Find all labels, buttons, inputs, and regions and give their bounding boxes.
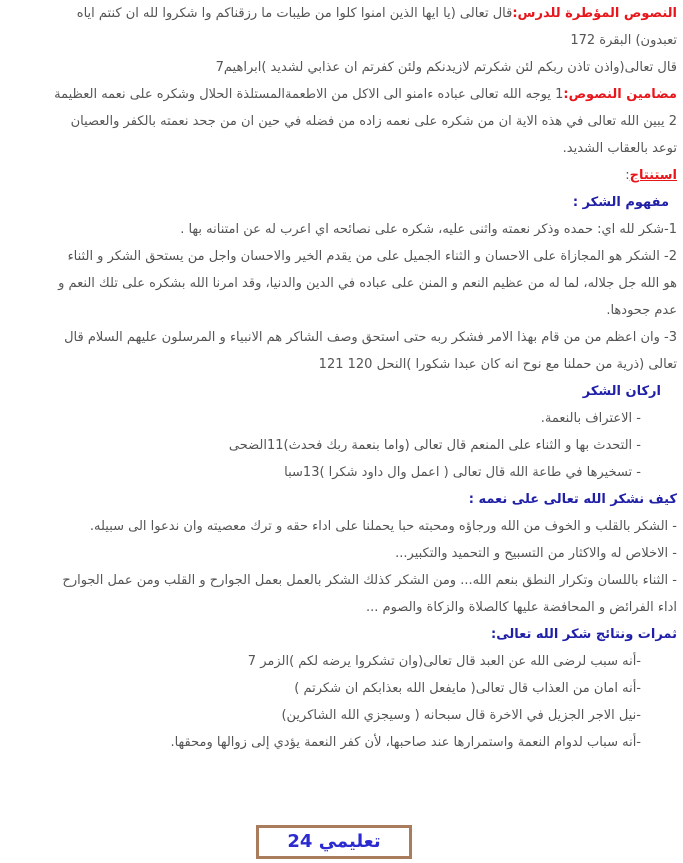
framing-texts-label: النصوص المؤطرة للدرس: — [512, 6, 677, 21]
paragraph-3a: 3- وان اعظم من من قام بهذا الامر فشكر ربه حتى استحق وصف الشاكر هم الانبياء و المرسلون عليهم السلام قال — [64, 330, 677, 345]
pillar-3: - تسخيرها في طاعة الله قال تعالى ( اعمل وال داود شكرا )13سبا — [284, 465, 641, 480]
conclusion-label: استنتاج — [629, 168, 677, 183]
paragraph-3b: تعالى (ذرية من حملنا مع نوح انه كان عبدا شكورا )النحل 120 121 — [318, 357, 677, 372]
paragraph-2a: 2- الشكر هو المجازاة على الاحسان و الثناء الجميل على من يقدم الخير والاحسان واجل من يستحق الشكر و الثناء — [67, 249, 677, 264]
verse-1-part-2: تعبدون) البقرة 172 — [570, 33, 677, 48]
pillar-1: - الاعتراف بالنعمة. — [540, 411, 641, 426]
paragraph-2b: هو الله جل جلاله، لما له من عظيم النعم و المنن على عباده في الدين والدنيا، وقد امرنا الله بشكره على تلك النعم و — [58, 276, 677, 291]
how-3b: اداء الفرائض و المحافضة عليها كالصلاة والزكاة والصوم ... — [366, 600, 677, 615]
how-to-thank-heading: كيف نشكر الله تعالى على نعمه : — [468, 492, 677, 507]
conclusion-colon: : — [625, 168, 630, 183]
conclusion-heading — [10, 162, 677, 189]
verse-1-part-1: قال تعالى (يا ايها الذين امنوا كلوا من طيبات ما رزقناكم وا شكروا لله ان كنتم اياه — [76, 6, 513, 21]
content-line-1 — [10, 81, 677, 108]
how-3a: - الثناء باللسان وتكرار النطق بنعم الله... ومن الشكر كذلك الشكر بالعمل بعمل الجوارح و القلب ومن عمل الجوارح — [62, 573, 677, 588]
content-point-2a: 2 يبين الله تعالى في هذه الاية ان من شكره على نعمه زاده من فضله في حين ان من جحد نعمته بالكفر والعصيان — [70, 114, 677, 129]
fruit-2: -أنه امان من العذاب قال تعالى( مايفعل الله بعذابكم ان شكرتم ) — [294, 681, 641, 696]
fruit-1: -أنه سبب لرضى الله عن العبد قال تعالى(وان تشكروا يرضه لكم )الزمر 7 — [247, 654, 641, 669]
fruit-4: -أنه سباب لدوام النعمة واستمرارها عند صاحبها، لأن كفر النعمة يؤدي إلى زوالها ومحقها. — [170, 735, 641, 750]
concept-heading: مفهوم الشكر : — [572, 195, 669, 210]
title-line — [10, 0, 677, 27]
fruit-3: -نيل الاجر الجزيل في الاخرة قال سبحانه ( وسيجزي الله الشاكرين) — [281, 708, 641, 723]
content-point-2b: توعد بالعقاب الشديد. — [562, 141, 677, 156]
paragraph-2c: عدم جحودها. — [606, 303, 677, 318]
fruits-heading: ثمرات ونتائج شكر الله تعالى: — [491, 627, 677, 642]
pillar-2: - التحدث بها و الثناء على المنعم قال تعالى (واما بنعمة ربك فحدث)11الضحى — [228, 438, 641, 453]
content-point-1: 1 يوجه الله تعالى عباده ءامنو الى الاكل من الاطعمةالمستلذة الحلال وشكره على نعمه العظيمة — [54, 87, 564, 102]
pillars-heading: اركان الشكر — [582, 384, 661, 399]
how-2: - الاخلاص له والاكثار من التسبيح و التحميد والتكبير... — [395, 546, 677, 561]
how-1: - الشكر بالقلب و الخوف من الله ورجاؤه ومحبته حبا يحملنا على اداء حقه و ترك معصيته وان ندعوا الى سبيله. — [89, 519, 677, 534]
content-label: مضامين النصوص: — [563, 87, 677, 102]
verse-2: قال تعالى(واذن تاذن ربكم لئن شكرتم لازيدنكم ولئن كفرتم ان عذابي لشديد )ابراهيم7 — [215, 60, 677, 75]
paragraph-1: 1-شكر لله اي: حمده وذكر نعمته واثنى عليه، شكره على نصائحه اي اعرب له عن امتنانه بها . — [180, 222, 677, 237]
footer-site-badge: تعليمي 24 — [256, 825, 412, 859]
